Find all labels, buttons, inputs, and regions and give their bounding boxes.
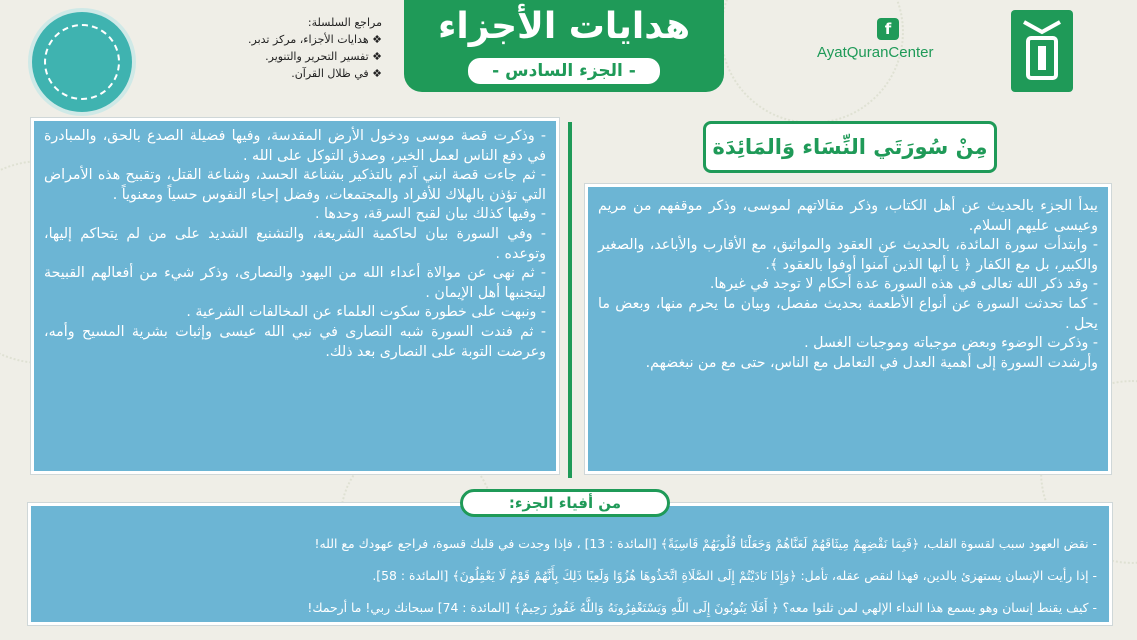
paragraph: - ونبهت على خطورة سكوت العلماء عن المخالفات الشرعية . (186, 304, 546, 321)
site-name[interactable]: AyatQuranCenter (817, 44, 934, 61)
paragraph: - وفي السورة بيان لحاكمية الشريعة، والتشنيع الشديد على من لم يتحاكم إليها، وتوعده . (44, 225, 546, 262)
paragraph: وأرشدت السورة إلى أهمية العدل في التعامل مع الناس، حتى مع من نبغضهم. (645, 354, 1098, 371)
reference-item: ❖ في ظلال القرآن. (291, 67, 382, 80)
seal-calligraphy (44, 24, 120, 100)
logo-icon (1020, 16, 1064, 86)
column-divider (568, 122, 572, 478)
afyaa-title: من أفياء الجزء: (460, 489, 670, 517)
paragraph: - وقد ذكر الله تعالى في هذه السورة عدة أحكام لا توجد في غيرها. (709, 276, 1098, 293)
afyaa-item: - كيف يقنط إنسان وهو يسمع هذا النداء الإلهي لمن ثلثوا معه؟ ﴿ أَفَلَا يَتُوبُونَ إِلَى اللَّهِ وَيَسْتَغْفِرُونَهُ وَاللَّهُ غَفُورٌ رَحِيمٌ﴾ [المائدة : 74] سبحانك ربي! ما أرحمك! (307, 600, 1097, 615)
page-title: هدايات الأجزاء (437, 6, 691, 47)
center-logo (1011, 10, 1073, 92)
right-content-box (585, 184, 1111, 474)
section-title: مِنْ سُورَتَي النِّسَاء وَالمَائِدَة (703, 121, 997, 173)
paragraph: يبدأ الجزء بالحديث عن أهل الكتاب، وذكر مقالاتهم لموسى، وذكر موقفهم من مريم وعيسى عليهم السلام. (598, 198, 1098, 234)
paragraph: - وذكرت قصة موسى ودخول الأرض المقدسة، وفيها فضيلة الصدع بالحق، والمبادرة في دفع الناس لعمل الخير، وصدق التوكل على الله . (44, 128, 546, 164)
paragraph: - ثم نهى عن موالاة أعداء الله من اليهود والنصارى، وذكر شيء من أفعالهم القبيحة ليتجنبها أهل الإيمان . (44, 265, 546, 301)
paragraph: - ثم فندت السورة شبه النصارى في نبي الله عيسى وإثبات بشرية المسيح وأمه، وعرضت التوبة على النصارى بعد ذلك. (44, 323, 546, 360)
afyaa-box (28, 503, 1112, 625)
reference-item: ❖ تفسير التحرير والتنوير. (265, 50, 382, 63)
facebook-icon[interactable]: f (877, 18, 899, 40)
part-subtitle: - الجزء السادس - (468, 58, 660, 84)
afyaa-item: - إذا رأيت الإنسان يستهزئ بالدين، فهذا لنقص عقله، تأمل: ﴿وَإِذَا نَادَيْتُمْ إِلَى الصَّلَاةِ اتَّخَذُوهَا هُزُوًا وَلَعِبًا ذَلِكَ بِأَنَّهُمْ قَوْمٌ لَا يَعْقِلُونَ﴾ [المائدة : 58]. (372, 568, 1097, 583)
title-banner (404, 0, 724, 92)
references-heading: مراجع السلسلة: (307, 16, 382, 29)
background-ornament (720, 0, 904, 124)
quran-seal-logo (32, 12, 132, 112)
paragraph: - كما تحدثت السورة عن أنواع الأطعمة بحديث مفصل، وبيان ما يحرم منها، وبعض ما يحل . (598, 295, 1098, 332)
paragraph: - ثم جاءت قصة ابني آدم بالتذكير بشناعة الحسد، وشناعة القتل، وتقبيح هذه الأمراض التي تؤذن بالهلاك للأفراد والمجتمعات، وفضل إحياء النفوس حسياً ومعنوياً . (44, 167, 546, 203)
references-list (182, 14, 382, 82)
afyaa-item: - نقض العهود سبب لقسوة القلب، ﴿فَبِمَا نَقْضِهِمْ مِيثَاقَهُمْ لَعَنَّاهُمْ وَجَعَلْنَا قُلُوبَهُمْ قَاسِيَةً﴾ [المائدة : 13] ، فإذا وجدت في قلبك قسوة، فراجع عهودك مع الله! (314, 536, 1097, 551)
paragraph: - وفيها كذلك بيان لقبح السرقة، وحدها . (315, 206, 546, 223)
paragraph: - وذكرت الوضوء وبعض موجباته وموجبات الغسل . (804, 335, 1098, 352)
left-content-box (31, 118, 559, 474)
paragraph: - وابتدأت سورة المائدة، بالحديث عن العقود والمواثيق، مع الأقارب والأباعد، والصغير والكبير، بل مع الكفار ﴿ يا أيها الذين آمنوا أوفوا بالعقود ﴾. (598, 237, 1098, 273)
reference-item: ❖ هدايات الأجزاء، مركز تدبر. (248, 33, 382, 46)
